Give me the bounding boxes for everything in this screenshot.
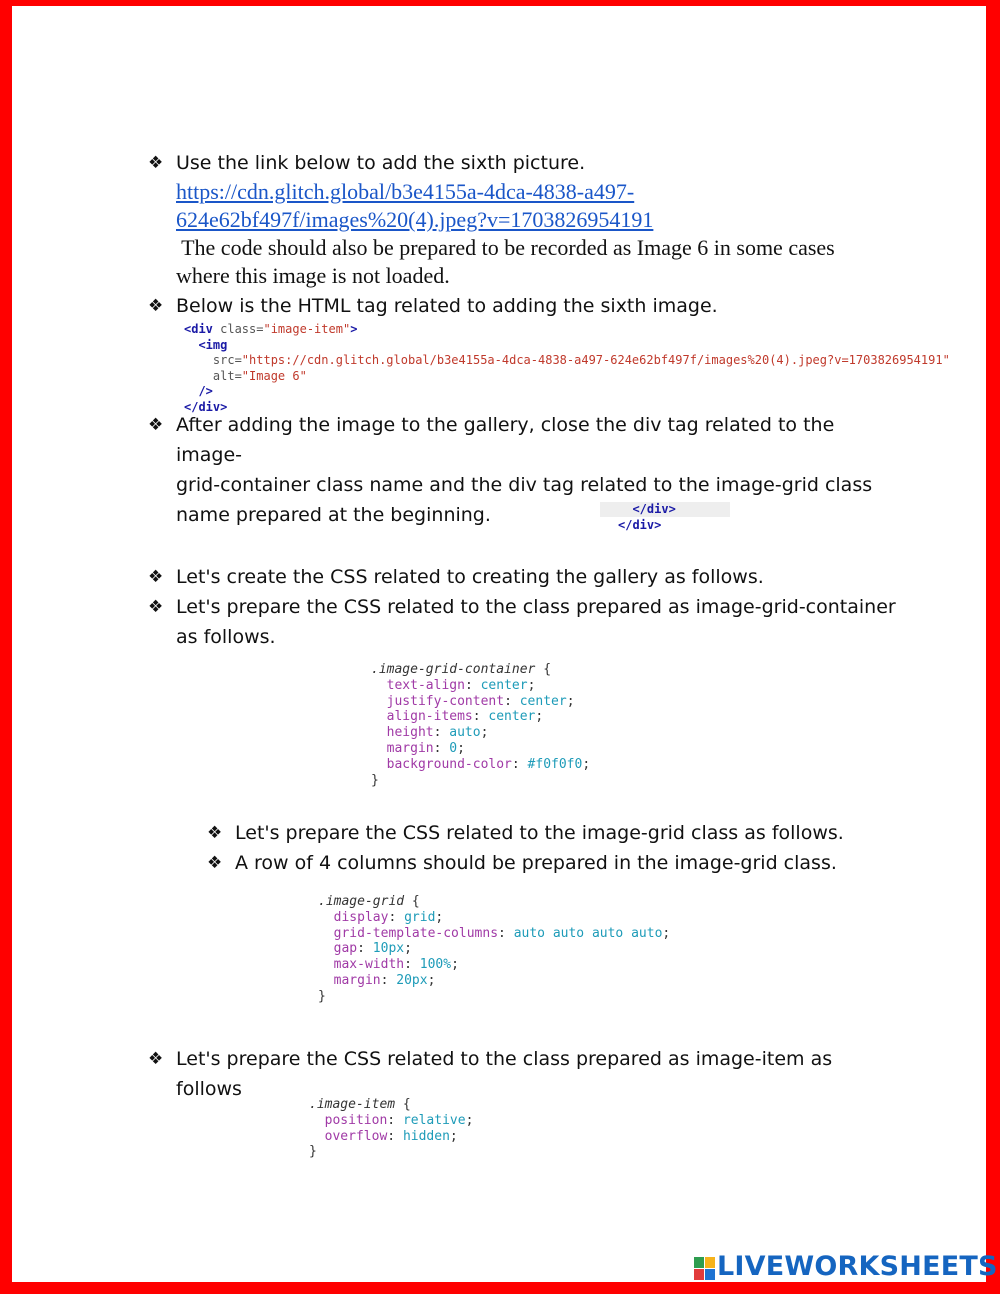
closing-div-snippet (600, 502, 730, 536)
instruction-text: Let's prepare the CSS related to the class prepared as image-grid-container as follows. (176, 596, 896, 648)
image-link[interactable] (176, 178, 896, 290)
bullet-icon: ❖ (207, 823, 223, 843)
link-line-1[interactable]: https://cdn.glitch.global/b3e4155a-4dca-4838-a497- (176, 179, 635, 204)
bullet-icon: ❖ (148, 153, 164, 173)
closing-code: </div> </div> (618, 502, 676, 532)
bullet-icon: ❖ (148, 296, 164, 316)
html-code-snippet: <div class="image-item"> <img src="https://cdn.glitch.global/b3e4155a-4dca-4838-a497-624e62bf497f/images%20(4).jpeg?v=1703826954191" alt="Image 6" /> </div> (184, 322, 950, 414)
instruction-text: After adding the image to the gallery, close the div tag related to the image- grid-container class name and the div tag related to the image-grid class name prepared at the beginning. (176, 414, 873, 526)
instruction-text: Use the link below to add the sixth picture. (176, 152, 586, 174)
bullet-icon: ❖ (148, 567, 164, 587)
bullet-icon: ❖ (207, 853, 223, 873)
css-item-snippet: .image-item { position: relative; overflow: hidden; } (309, 1097, 474, 1160)
link-line-2[interactable]: 624e62bf497f/images%20(4).jpeg?v=1703826954191 (176, 207, 654, 232)
bullet-icon: ❖ (148, 1049, 164, 1069)
instruction-text: Let's create the CSS related to creating the gallery as follows. (176, 566, 764, 588)
note-line-2: where this image is not loaded. (176, 263, 450, 288)
brand-name: LIVEWORKSHEETS (717, 1251, 998, 1282)
css-grid-snippet: .image-grid { display: grid; grid-template-columns: auto auto auto auto; gap: 10px; max-width: 100%; margin: 20px; } (318, 894, 671, 1004)
css-container-snippet: .image-grid-container { text-align: center; justify-content: center; align-items: center; height: auto; margin: 0; background-color: #f0f0f0; } (371, 662, 591, 788)
instruction-text: Let's prepare the CSS related to the image-grid class as follows. (235, 822, 844, 844)
instruction-text: A row of 4 columns should be prepared in the image-grid class. (235, 852, 837, 874)
liveworksheets-logo (694, 1251, 998, 1285)
bullet-icon: ❖ (148, 597, 164, 617)
logo-blocks-icon (694, 1257, 716, 1281)
instruction-text: Below is the HTML tag related to adding the sixth image. (176, 295, 718, 317)
bullet-icon: ❖ (148, 415, 164, 435)
instruction-text: Let's prepare the CSS related to the class prepared as image-item as follows (176, 1048, 833, 1100)
note-line-1: The code should also be prepared to be recorded as Image 6 in some cases (176, 235, 835, 260)
